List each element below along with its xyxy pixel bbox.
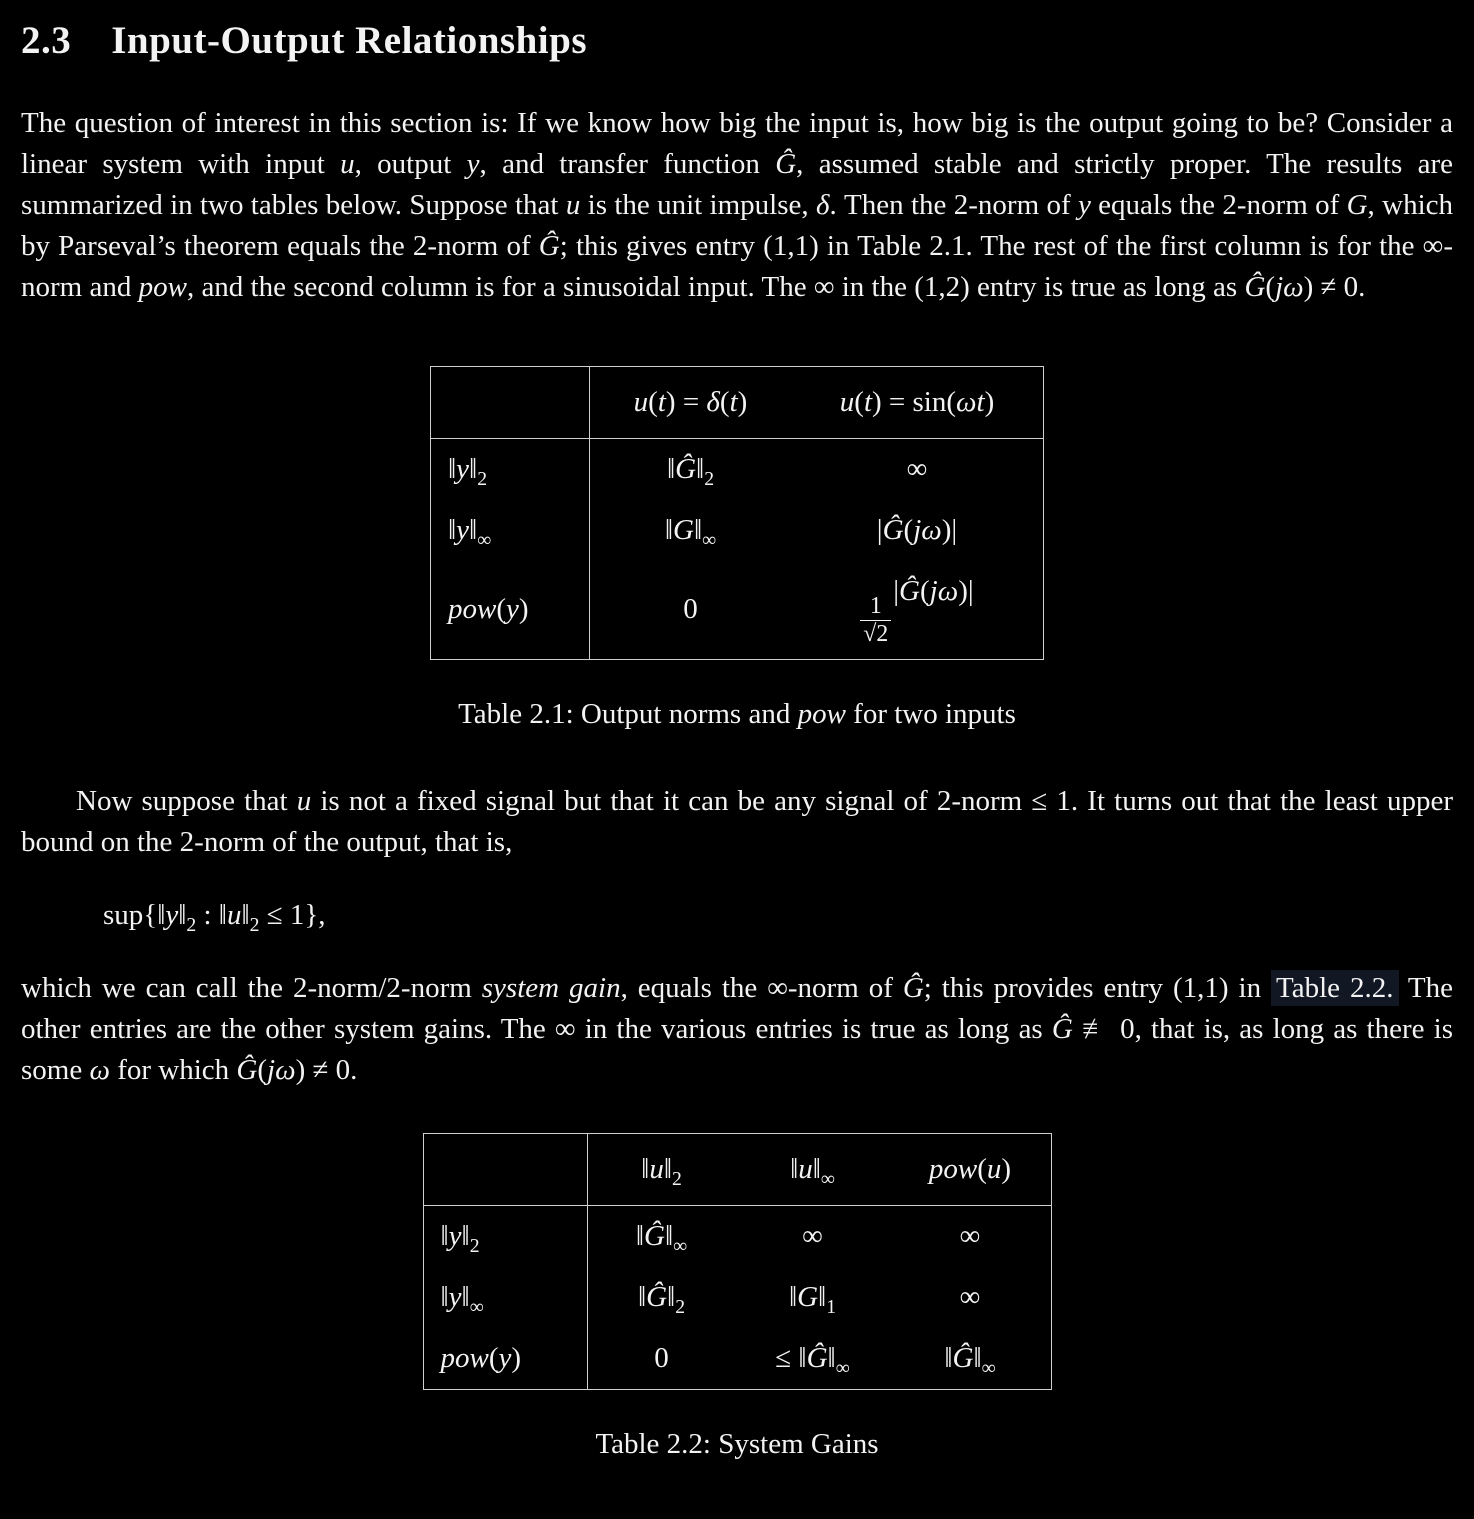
table-corner-cell (423, 1133, 587, 1205)
table-row (423, 1328, 1051, 1390)
table-cell: $\frac{1}{√2}$ |Ĝ(jω)| (791, 561, 1044, 659)
table-2-1-container (21, 366, 1453, 660)
row-label-cell: $‖y‖_\infty$ (431, 500, 590, 561)
row-label-cell: $‖y‖_\infty$ (423, 1267, 587, 1328)
table-cell: 0 (654, 1341, 669, 1374)
section-heading (21, 18, 1453, 63)
row-label-cell: $‖y‖_2$ (423, 1205, 587, 1267)
table-cell: $‖Ĝ‖_\infty$ (944, 1341, 996, 1379)
table-cell: $‖Ĝ‖_\infty$ (635, 1219, 688, 1257)
table-cell: ≤ $‖Ĝ‖_\infty$ (775, 1341, 850, 1379)
table-cell: $‖Ĝ‖_2$ (666, 453, 715, 490)
table-header-row (431, 367, 1044, 439)
table-header-cell: u(t) = sin(ωt) (791, 367, 1044, 439)
table-2-1-caption: Table 2.1: Output norms and pow for two inputs (458, 697, 1016, 730)
table-cell: $‖G‖_\infty$ (664, 514, 717, 551)
table-2-2-caption: Table 2.2: System Gains (595, 1427, 879, 1460)
table-row (423, 1267, 1051, 1328)
row-label-cell: pow(y) (423, 1328, 587, 1390)
table-header-cell: u(t) = δ(t) (590, 367, 792, 439)
document-page (21, 18, 1453, 1465)
table-cell: $‖G‖_1$ (788, 1280, 837, 1318)
table-row (431, 561, 1044, 659)
table-cell: |Ĝ(jω)| (876, 514, 958, 546)
table-2-2-container (21, 1133, 1453, 1390)
table-cell: ∞ (802, 1219, 823, 1252)
table-cell: ∞ (959, 1219, 981, 1252)
section-title: Input-Output Relationships (111, 19, 587, 62)
table-2-2-highlight: Table 2.2. (1271, 970, 1398, 1006)
table-row (431, 439, 1044, 501)
table-header-cell: $‖u‖_\infty$ (736, 1133, 890, 1205)
paragraph-3: which we can call the 2-norm/2-norm system gain, equals the ∞-norm of Ĝ; this provides entry (1,1) in Table 2.2. The other entries are the other system gains. The ∞ in the various entries is true as long as Ĝ ≢ 0, that is, as long as there is some ω for which Ĝ(jω) ≠ 0. (21, 971, 1454, 1086)
table-row (431, 500, 1044, 561)
table-header-cell: $‖u‖_2$ (587, 1133, 736, 1205)
paragraph-2: Now suppose that u is not a fixed signal but that it can be any signal of 2-norm ≤ 1. It turns out that the least upper bound on the 2-norm of the output, that is, (21, 784, 1453, 858)
table-header-row (423, 1133, 1051, 1205)
table-cell: ∞ (959, 1280, 981, 1313)
table-row (423, 1205, 1051, 1267)
table-corner-cell (431, 367, 590, 439)
table-cell: 0 (683, 593, 698, 626)
table-cell: $‖Ĝ‖_2$ (637, 1280, 686, 1318)
paragraph-1: The question of interest in this section is: If we know how big the input is, how big is the output going to be? Consider a linear system with input u, output y, and transfer function Ĝ, assumed stable and strictly proper. The results are summarized in two tables below. Suppose that u is the unit impulse, δ. Then the 2-norm of y equals the 2-norm of G, which by Parseval’s theorem equals the 2-norm of Ĝ; this gives entry (1,1) in Table 2.1. The rest of the first column is for the ∞-norm and pow, and the second column is for a sinusoidal input. The ∞ in the (1,2) entry is true as long as Ĝ(jω) ≠ 0. (21, 107, 1454, 303)
table-header-cell: pow(u) (890, 1133, 1052, 1205)
table-2-1 (430, 366, 1044, 660)
section-number: 2.3 (21, 19, 72, 62)
row-label-cell: pow(y) (431, 561, 590, 659)
table-cell: ∞ (906, 453, 928, 485)
display-equation: $sup\{‖y‖_2$ : $‖u‖_2 \le 1$}, (103, 898, 326, 936)
row-label-cell: $‖y‖_2$ (431, 439, 590, 501)
table-2-2 (423, 1133, 1052, 1390)
